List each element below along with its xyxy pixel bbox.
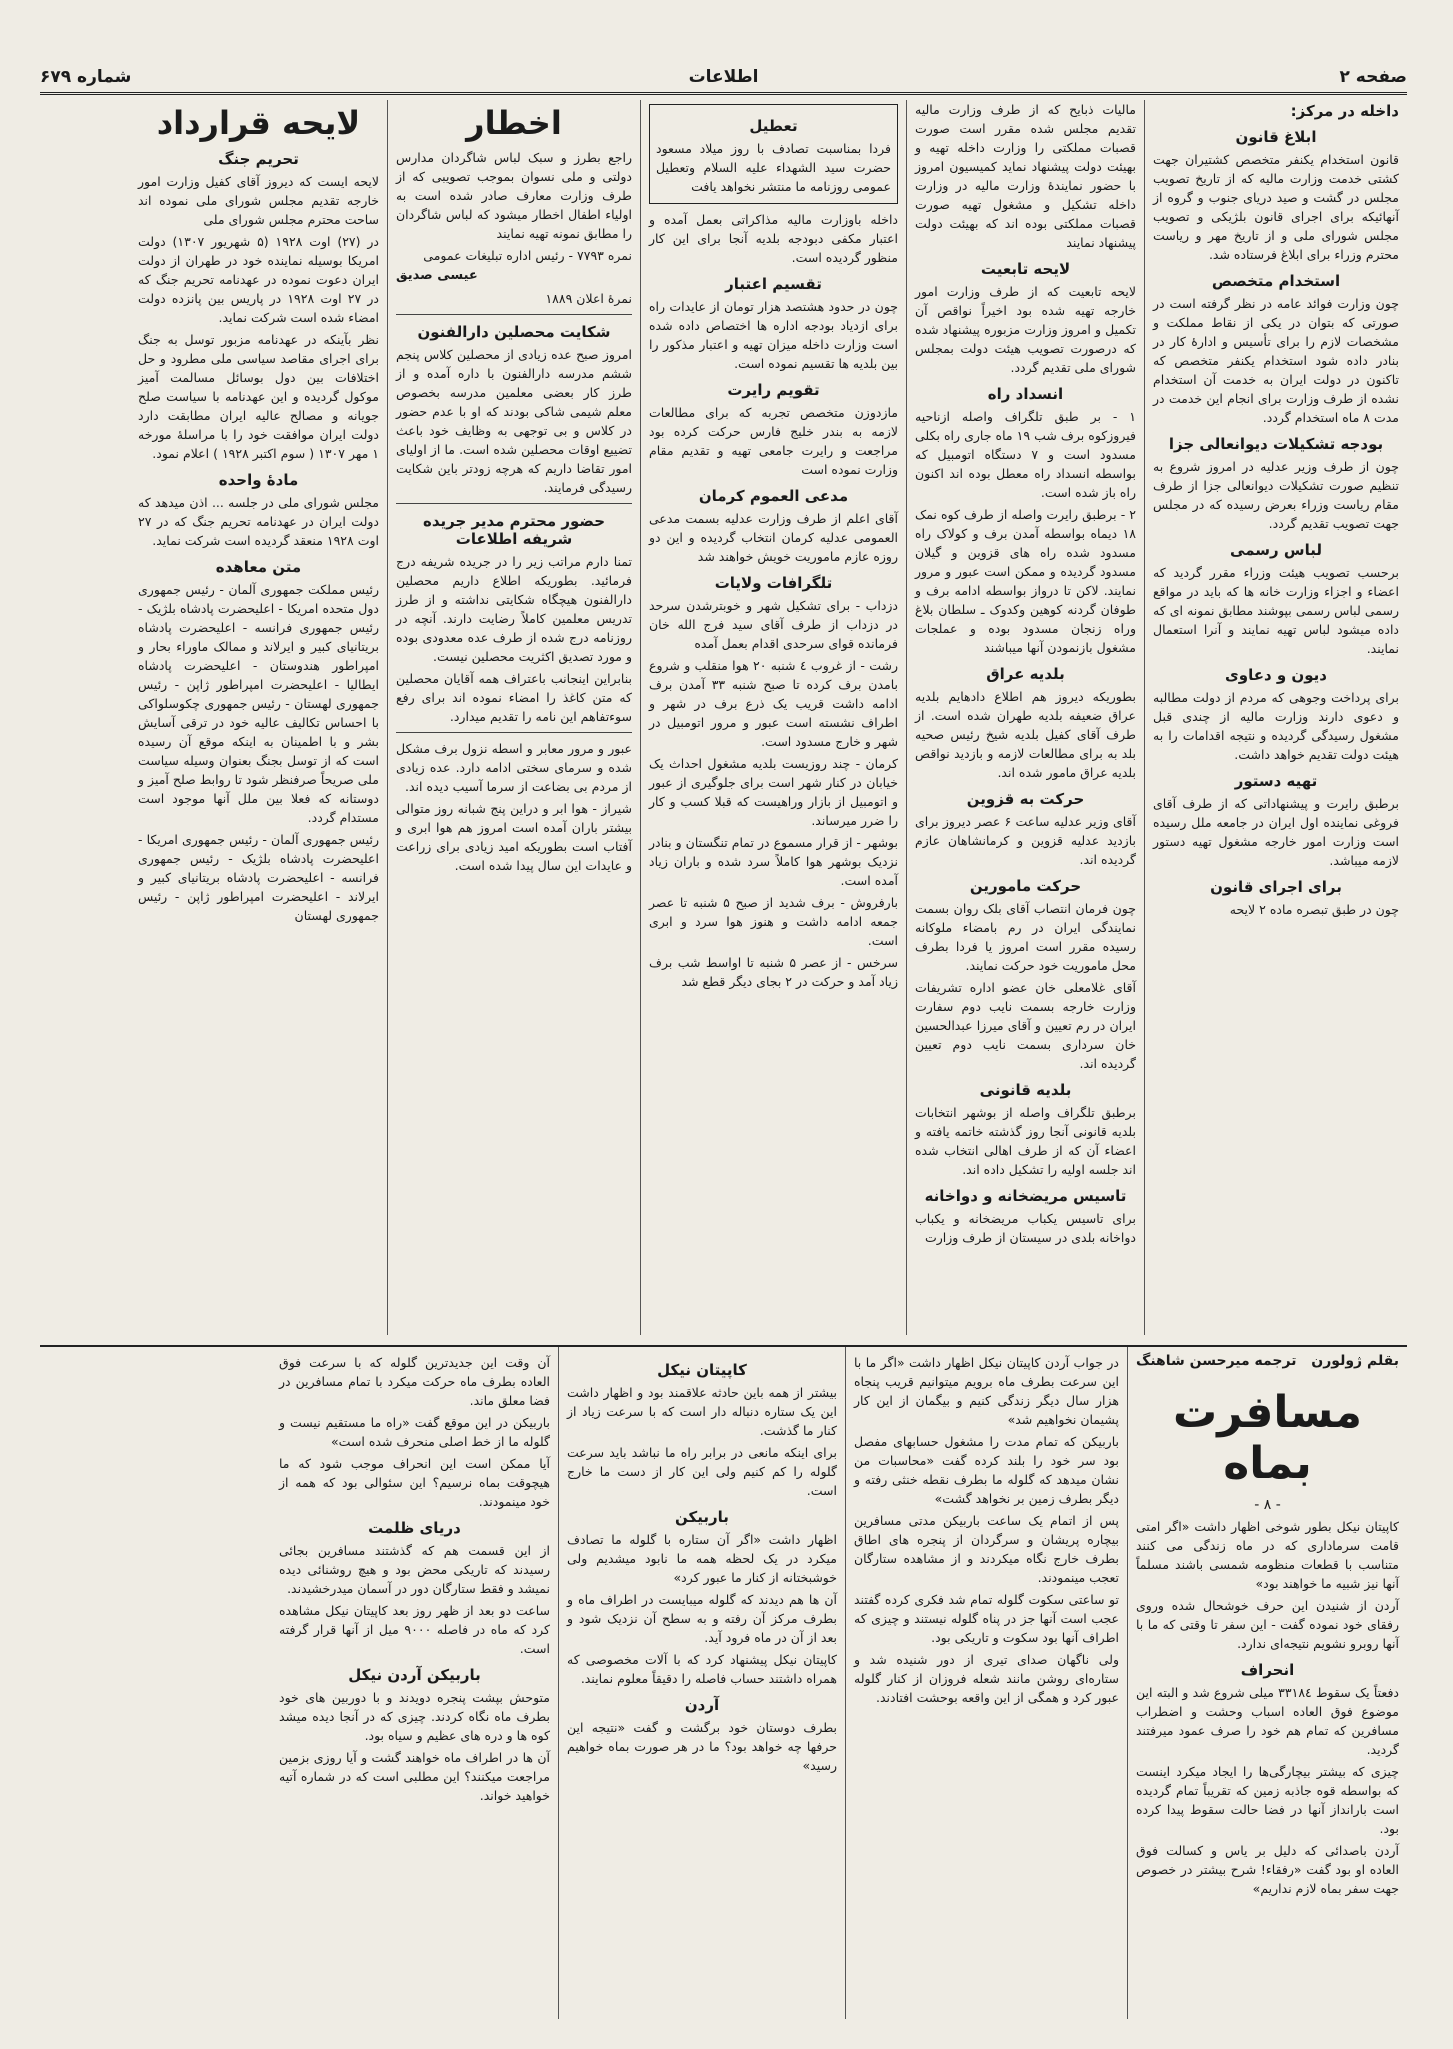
article-text: ۲ - برطبق رایرت واصله از طرف کوه نمک ۱۸ دیماه بواسطه آمدن برف و کولاک راه مسدود شده راه های قزوین و گیلان مسدود گردیده و ممکن است عبور و مرور نمایند. لاکن تا درواز بواسطه ادامه برف و طوفان گردنه کوهین وکدوک ـ سلطان بلاغ وراه زنجان مسدود بوده و عملجات مشغول بازنمودن آنها میباشند bbox=[915, 507, 1136, 655]
headline: مادهٔ واحده bbox=[218, 471, 299, 489]
article-text: متوحش بپشت پنجره دویدند و با دوربین های خود بطرف ماه نگاه کردند. چیزی که در آنجا دیده میشد کوه ها و دره های عظیم و سیاه بود. bbox=[279, 1690, 550, 1743]
column-notices bbox=[387, 100, 640, 1335]
article-text: لایحه تابعیت که از طرف وزارت امور خارجه تهیه شده بود اخیراً نواقص آن تکمیل و امروز وزارت مزبوره پیشنهاد شده که درصورت تصویب هیئت دولت بمجلس شورای ملی تقدیم گردد. bbox=[915, 284, 1136, 375]
column-treaty bbox=[130, 100, 387, 1335]
article-text: رئیس جمهوری آلمان - رئیس جمهوری امریکا - اعلیحضرت پادشاه بلژیک - رئیس جمهوری فرانسه - اعلیحضرت پادشاه بریتانیای کبیر و ایرلاند - اعلیحضرت امپراطور ژاپن - رئیس جمهوری لهستان bbox=[138, 832, 379, 923]
article-text: کاپیتان نیکل پیشنهاد کرد که با آلات مخصوصی که همراه داشتند حساب فاصله را دقیقاً معلوم نمایند. bbox=[567, 1652, 837, 1686]
headline: باربیکن آردن نیکل bbox=[348, 1666, 481, 1684]
headline: تلگرافات ولایات bbox=[714, 574, 833, 592]
issue-number: شماره ۶۷۹ bbox=[40, 67, 132, 87]
serial-column-4 bbox=[271, 1347, 558, 2019]
article-text: ساعت دو بعد از ظهر روز بعد کاپیتان نیکل مشاهده کرد که ماه در فاصله ۹۰۰۰ میل از آنها قرار گرفته است. bbox=[279, 1603, 551, 1656]
author: بقلم ژولورن bbox=[1311, 1353, 1399, 1369]
headline: تقویم رایرت bbox=[727, 381, 820, 399]
headline: لباس رسمی bbox=[1230, 541, 1322, 559]
article-text: اظهار داشت «اگر آن ستاره با گلوله ما تصادف میکرد در یک لحظه همه ما نابود میشدیم ولی خوشبختانه از کنار ما عبور کرد» bbox=[567, 1532, 837, 1585]
article-text: شیراز - هوا ابر و دراین پنج شبانه روز متوالی بیشتر باران آمده است امروز هم هوا ابری و آفتاب است بطوریکه امید زیادی برای زراعت و عایدات این سال پیدا شده است. bbox=[396, 801, 632, 873]
headline: تاسیس مریضخانه و دواخانه bbox=[924, 1187, 1127, 1205]
upper-section bbox=[40, 100, 1407, 1335]
article-text: برای پرداخت وجوهی که مردم از دولت مطالبه و دعوی دارند وزارت مالیه از چندی قبل مشغول رسیدگی گردیده و نتیجه اقدامات را به هیئت دولت تقدیم خواهد داشت. bbox=[1153, 690, 1399, 762]
headline: آردن bbox=[684, 1696, 720, 1714]
headline: برای اجرای قانون bbox=[1210, 878, 1342, 896]
article-text: در جواب آردن کاپیتان نیکل اظهار داشت «اگر ما با این سرعت بطرف ماه برویم میتوانیم قریب پنجاه هزار سال دیگر زندگی کنیم و بیگمان از این کار پشیمان نخواهیم شد» bbox=[854, 1355, 1119, 1427]
article-text: پس از اتمام یک ساعت باربیکن مدتی مسافرین بیچاره پریشان و سرگردان از پنجره های اطاق بطرف خارج نگاه میکردند و از مشاهده ستارگان تعجب مینمودند. bbox=[854, 1513, 1119, 1585]
article-text: سرخس - از عصر ۵ شنبه تا اواسط شب برف زیاد آمد و حرکت در ۲ بجای دیگر قطع شد bbox=[649, 955, 898, 989]
signature: عیسی صدیق bbox=[396, 268, 478, 283]
headline: لایحه تابعیت bbox=[980, 260, 1071, 278]
article-text: آن وقت این جدیدترین گلوله که با سرعت فوق العاده بطرف ماه حرکت میکرد با تمام مسافرین در فضا معلق ماند. bbox=[279, 1355, 550, 1408]
article-text: قانون استخدام یکنفر متخصص کشتیران جهت کشتی خدمت وزارت مالیه که از تاریخ تصویب مجلس در گشت و صید دریای جنوب و گروه از آنهائیکه برای اجرای قانون بلژیکی و تصویب مجلس شورای ملی و از تاریخ مهر و ریاست محترم وزراء برای ابلاغ فرستاده شد. bbox=[1153, 152, 1399, 262]
column-news-3 bbox=[640, 100, 906, 1335]
headline: بلدیه عراق bbox=[986, 665, 1065, 683]
article-text: ولی ناگهان صدای تیری از دور شنیده شد و ستاره‌ای روشن مانند شعله فروزان از کنار گلوله عبور کرد و همگی از این واقعه بوحشت افتادند. bbox=[854, 1652, 1119, 1705]
article-text: بطرف دوستان خود برگشت و گفت «نتیجه این حرفها چه خواهد بود؟ ما در هر صورت بماه خواهیم رسید» bbox=[567, 1720, 837, 1773]
article-text: در (۲۷) اوت ۱۹۲۸ (۵ شهریور ۱۳۰۷) دولت امریکا بوسیله نماینده خود در طهران از دولت ایران دعوت نموده در عهدنامه تحریم جنگ که در ۲۷ اوت ۱۹۲۸ در پاریس بین پانزده دولت امضاء شده است شرکت نماید. bbox=[138, 234, 379, 325]
article-text: عبور و مرور معابر و اسطه نزول برف مشکل شده و سرمای سختی ادامه دارد. عده زیادی از مردم بی بضاعت از سرما آسیب دیده اند. bbox=[396, 741, 632, 794]
article-text: دفعتاً یک سقوط ٣٣١٨٤ میلی شروع شد و البته این موضوع فوق العاده اسباب وحشت و اضطراب مسافرین که تمام هم خود را صرف عمود میرفتند گردید. bbox=[1136, 1685, 1399, 1757]
serial-column-2 bbox=[845, 1347, 1127, 2019]
divider bbox=[396, 314, 632, 315]
article-text: از این قسمت هم که گذشتند مسافرین بجائی رسیدند که تاریکی محض بود و هیچ روشنائی دیده نمیشد و فقط ستارگان دور در آسمان میدرخشیدند. bbox=[279, 1543, 550, 1596]
article-text: رئیس مملکت جمهوری آلمان - رئیس جمهوری دول متحده امریکا - اعلیحضرت پادشاه بلژیک - رئیس جمهوری فرانسه - اعلیحضرت پادشاه بریتانیای کبیر و ایرلاند و ممالک ماوراء بحار و امپراطور هندوستان - اعلیحضرت پادشاه ایطالیا - اعلیحضرت امپراطور ژاپن - رئیس جمهوری لهستان - رئیس جمهوری چکوسلواکی با احساس تکالیف عالیه خود در ترقی آسایش بشر و با اطمینان به اینکه موقع آن رسیده است که از توسل بجنگ بعنوان وسیله سیاست ملی صریحاً صرفنظر شود تا روابط صلح آمیز و دوستانه که فعلا بین ملل آنها موجود است مستدام گردد. bbox=[138, 582, 379, 825]
article-text: آردن باصدائی که دلیل بر یاس و کسالت فوق العاده او بود گفت «رفقاء! شرح بیشتر در خصوص جهت سفر بماه لازم نداریم» bbox=[1136, 1843, 1399, 1896]
article-text: دزداب - برای تشکیل شهر و خوبترشدن سرحد در دزداب از طرف آقای سید فرج الله خان فرمانده قوای سرحدی اقدام بعمل آمده bbox=[649, 598, 898, 651]
article-text: تو ساعتی سکوت گلوله تمام شد فکری کرده گفتند عجب است آنها جز در پناه گلوله نیستند و چیزی که اطراف آنها بود سکوت و تاریکی بود. bbox=[854, 1592, 1119, 1645]
notice-box bbox=[649, 104, 898, 204]
article-text: آقای اعلم از طرف وزارت عدلیه بسمت مدعی العمومی عدلیه کرمان انتخاب گردیده و این دو روزه عازم ماموریت خویش خواهند شد bbox=[649, 511, 898, 564]
article-text: برطبق رایرت و پیشنهاداتی که از طرف آقای فروغی نماینده اول ایران در جامعه ملل رسیده است وزارت امور خارجه مشغول تهیه دستور لازمه میباشد. bbox=[1153, 796, 1399, 868]
masthead bbox=[40, 64, 1407, 90]
headline: ابلاغ قانون bbox=[1235, 128, 1317, 146]
article-text: چون فرمان انتصاب آقای بلک روان بسمت نمایندگی ایران در رم بامضاء ملوکانه رسیده مقرر است امروز یا فردا بطرف محل ماموریت خود حرکت نمایند. bbox=[915, 901, 1136, 973]
headline: استخدام متخصص bbox=[1211, 272, 1341, 290]
headline: حرکت مامورین bbox=[969, 877, 1082, 895]
headline: مدعی العموم کرمان bbox=[698, 487, 849, 505]
headline: کاپیتان نیکل bbox=[657, 1361, 747, 1379]
article-text: داخله باوزارت مالیه مذاکراتی بعمل آمده و اعتبار مکفی دبودجه بلدیه آنجا برای این کار منظور گردیده است. bbox=[649, 212, 898, 265]
headline: تقسیم اعتبار bbox=[725, 275, 822, 293]
article-text: چون از طرف وزیر عدلیه در امروز شروع به تنظیم صورت تشکیلات دیوانعالی جزا از طرف مقام ریاست وزراء بعرض رسیده که در مجلس جهت تصویب تقدیم گردد. bbox=[1153, 459, 1399, 531]
byline bbox=[1136, 1353, 1399, 1369]
article-text: برای اینکه مانعی در برابر راه ما نباشد باید سرعت گلوله را کم کنیم ولی این کار از دست ما خارج است. bbox=[567, 1445, 837, 1498]
article-text: آقای غلامعلی خان عضو اداره تشریفات وزارت خارجه بسمت نایب دوم سفارت ایران در رم تعیین و آقای میرزا عبدالحسین خان سرداری بسمت نایب دوم تعیین گردیده اند. bbox=[915, 980, 1136, 1071]
article-text: برای تاسیس یکباب مریضخانه و یکباب دواخانه بلدی در سیستان از طرف وزارت bbox=[915, 1211, 1136, 1245]
column-domestic bbox=[1144, 100, 1407, 1335]
masthead-rule bbox=[40, 92, 1407, 95]
article-text: برحسب تصویب هیئت وزراء مقرر گردید که اعضاء و اجزاء وزارت خانه ها که باید در مواقع رسمی لباس رسمی بپوشند مطابق نمونه ای که داده میشود لباس تهیه نمایند و آنرا استعمال نمایند. bbox=[1153, 565, 1399, 656]
serial-title: مسافرت بماه bbox=[1173, 1387, 1362, 1489]
headline: باربیکن bbox=[675, 1508, 729, 1526]
article-text: برطبق تلگراف واصله از بوشهر انتخابات بلدیه قانونی آنجا روز گذشته خاتمه یافته و اعضاء آن که از طرف اهالی انتخاب شده اند جلسه اولیه را تشکیل داده اند. bbox=[915, 1105, 1136, 1177]
article-text: مالیات ذبایح که از طرف وزارت مالیه تقدیم مجلس شده مقرر است صورت قصبات مملکتی را وزارت داخله تهیه و بهیئت دولت پیشنهاد نماید کمیسیون امروز با حضور نمایندهٔ وزارت مالیه در وزارت داخله تشکیل و مشغول تهیه صورت قصبات مملکتی بوده اند که بهیئت دولت پیشنهاد نمایند bbox=[915, 102, 1136, 250]
headline: انسداد راه bbox=[987, 385, 1064, 403]
article-text: امروز صبح عده زیادی از محصلین کلاس پنجم ششم مدرسه دارالفنون با داره آمده و از طرز کار بعضی معلمین مدرسه بخصوص معلم شیمی شاکی بودند که او با عدم حضور در کلاس و بی توجهی به وظایف خود باعث تضییع اوقات محصلین شده است. ما از اولیای امور تقاضا داریم که هرچه زودتر باین شکایت رسیدگی فرمایند. bbox=[396, 347, 632, 495]
article-text: مازدوزن متخصص تجربه که برای مطالعات لازمه به بندر خلیج فارس حرکت کرده بود مراجعت و رایرت جامعی تهیه و تقدیم مقام وزارت نموده است bbox=[649, 405, 898, 477]
warning-title: اخطار bbox=[466, 104, 562, 142]
headline: دیون و دعاوی bbox=[1225, 666, 1327, 684]
divider bbox=[396, 732, 632, 733]
notice-number: نمره ۷۷۹۳ - رئیس اداره تبلیغات عمومی bbox=[423, 248, 632, 263]
article-text: باربیکن که تمام مدت را مشغول حسابهای مفصل بود سر خود را بلند کرده گفت «محاسبات من نشان میدهد که گلوله ما بطرف نقطه خنثی رفته و دیگر بطرف زمین بر نخواهد گشت» bbox=[854, 1434, 1119, 1506]
headline: بودجه تشکیلات دیوانعالی جزا bbox=[1168, 435, 1384, 453]
page-number: صفحه ۲ bbox=[1339, 67, 1407, 87]
article-text: بطوریکه دیروز هم اطلاع دادهایم بلدیه عراق ضعیفه بلدیه طهران شده است. از طرف آقای کفیل بلدیه شیخ رئیس صحیه بلد به برای مطالعات لازمه و بازدید نواقص بلدیه عراق مامور شده اند. bbox=[915, 689, 1136, 780]
article-text: راجع بطرز و سبک لباس شاگردان مدارس دولتی و ملی نسوان بموجب تصویبی که از طرف وزارت معارف صادر شده است به اولیاء اطفال اخطار میشود که لباس شاگردان را مطابق نمونه تهیه نمایند bbox=[396, 150, 632, 241]
column-news-2 bbox=[906, 100, 1144, 1335]
headline: تعطیل bbox=[749, 117, 798, 135]
article-text: آردن از شنیدن این حرف خوشحال شده وروی رفقای خود نموده گفت - این سفر تا وقتی که ما با آنها روبرو نشویم نتیجه‌ای ندارد. bbox=[1136, 1598, 1399, 1651]
paper-name: اطلاعات bbox=[688, 67, 759, 87]
article-text: چون وزارت فوائد عامه در نظر گرفته است در صورتی که بتوان در یکی از نقاط مملکت و مشخصات لازم را برای تأسیس و ادارهٔ کار در بنادر داده شود استخدام یکنفر متخصص که تاکنون در دولت ایران به خدمت آن استخدام نشده از طرف وزارت برای انجام این خدمت در مدت ۸ ماه استخدام گردد. bbox=[1153, 296, 1399, 425]
ad-number: نمرهٔ اعلان ۱۸۸۹ bbox=[545, 291, 632, 306]
divider bbox=[396, 503, 632, 504]
lower-serial-section bbox=[40, 1345, 1407, 2019]
article-text: نظر بآینکه در عهدنامه مزبور توسل به جنگ برای اجرای مقاصد سیاسی ملی مطرود و حل اختلافات بین دول بوسائل مسالمت آمیز موکول گردیده و این عهدنامه با سیاست صلح جویانه و مصالح عالیه ایران مطابقت دارد دولت ایران موافقت خود را با مراسلهٔ مورخه ۱ مهر ۱۳۰۷ ( سوم اکتبر ۱۹۲۸ ) اعلام نمود. bbox=[138, 332, 379, 461]
article-text: بیشتر از همه باین حادثه علاقمند بود و اظهار داشت این یک ستاره دنباله دار است که با سرعت زیاد از کنار ما گذشت. bbox=[567, 1385, 837, 1438]
article-text: آقای وزیر عدلیه ساعت ۶ عصر دیروز برای بازدید عدلیه قزوین و کرمانشاهان عازم گردیده اند. bbox=[915, 814, 1137, 867]
headline: تحریم جنگ bbox=[218, 150, 299, 168]
article-text: تمنا دارم مراتب زیر را در جریده شریفه درج فرمائید. بطوریکه اطلاع داریم محصلین دارالفنون هیچگاه شکایتی نداشته و از طرز تدریس معلمین کاملاً رضایت دارند. آنچه در روزنامه درج شده از طرف عده معدودی بوده و مورد تصدیق اکثریت محصلین نیست. bbox=[396, 554, 632, 664]
article-text: باربیکن در این موقع گفت «راه ما مستقیم نیست و گلوله ما از خط اصلی منحرف شده است» bbox=[279, 1415, 550, 1449]
headline: انحراف bbox=[1240, 1661, 1295, 1679]
article-text: آن ها هم دیدند که گلوله میبایست در اطراف ماه و بطرف مرکز آن رفته و به سطح آن نزدیک شود و بعد از آن در ماه فرود آید. bbox=[567, 1592, 837, 1645]
part-number: - ۸ - bbox=[1254, 1497, 1281, 1513]
section-title: داخله در مرکز: bbox=[1290, 102, 1399, 120]
headline: متن معاهده bbox=[215, 558, 302, 576]
headline: شکایت محصلین دارالفنون bbox=[417, 323, 611, 341]
headline: حضور محترم مدیر جریده شریفه اطلاعات bbox=[422, 512, 606, 548]
article-text: کاپیتان نیکل بطور شوخی اظهار داشت «اگر امتی قامت سرماداری که در ماه زندگی می کنند متناسب با قطعات منظومه شمسی باشند مسلماً آنها نیز شبیه ما خواهند بود» bbox=[1136, 1519, 1399, 1591]
article-text: رشت - از غروب ٤ شنبه ٢٠ هوا منقلب و شروع بامدن برف کرده تا صبح شنبه ٣٣ آمدن برف ادامه داشت قریب یک ذرع برف در شهر و اطراف نشسته است عبور و مرور اتومبیل در شهر و خارج مسدود است. bbox=[649, 658, 899, 749]
article-text: فردا بمناسبت تصادف با روز میلاد مسعود حضرت سید الشهداء علیه السلام وتعطیل عمومی روزنامه ما منتشر نخواهد یافت bbox=[656, 141, 891, 194]
treaty-title: لایحه قرارداد bbox=[156, 104, 361, 142]
article-text: بنابراین اینجانب باعتراف همه آقایان محصلین که متن کاغذ را امضاء نموده اند برای رفع سوءتفاهم این نامه را تقدیم میدارد. bbox=[396, 671, 632, 724]
headline: دریای ظلمت bbox=[368, 1519, 461, 1537]
serial-column-3 bbox=[558, 1347, 845, 2019]
translator: ترجمه میرحسن شاهنگ bbox=[1136, 1353, 1297, 1369]
headline: تهیه دستور bbox=[1234, 772, 1318, 790]
article-text: کرمان - چند روزیست بلدیه مشغول احداث یک خیابان در کنار شهر است برای جلوگیری از عبور و اتومبیل از بازار وراهیست که قبلا کسب و کار را ضرر میرساند. bbox=[649, 756, 898, 828]
article-text: لایحه ایست که دیروز آقای کفیل وزارت امور خارجه تقدیم مجلس شورای ملی نموده اند ساحت محترم مجلس شورای ملی bbox=[138, 174, 379, 227]
article-text: چون در حدود هشتصد هزار تومان از عایدات راه برای ازدیاد بودجه اداره ها اختصاص داده شده است وزارت داخله میزان تهیه و اعتبار مذکور را بین بلدیه ها تقسیم نموده است. bbox=[649, 299, 898, 371]
article-text: مجلس شورای ملی در جلسه ... اذن میدهد که دولت ایران در عهدنامه تحریم جنگ که در ۲۷ اوت ۱۹۲۸ منعقد گردیده است شرکت نماید. bbox=[138, 495, 379, 548]
article-text: چون در طبق تبصره ماده ۲ لایحه bbox=[1229, 902, 1399, 917]
serial-column-1 bbox=[1127, 1347, 1407, 2019]
article-text: چیزی که بیشتر بیچارگی‌ها را ایجاد میکرد اینست که بواسطه قوه جاذبه زمین که تقریباً تمام گردیده است بارانداز آنها در فضا حالت سقوط پیدا کرده بود. bbox=[1136, 1764, 1399, 1836]
article-text: آن ها در اطراف ماه خواهند گشت و آیا روزی بزمین مراجعت میکنند؟ این مطلبی است که در شماره آتیه خواهید خواند. bbox=[279, 1750, 550, 1803]
article-text: بارفروش - برف شدید از صبح ۵ شنبه تا عصر جمعه ادامه داشت و هنوز هوا سرد و ابری است. bbox=[649, 895, 899, 948]
headline: بلدیه قانونی bbox=[979, 1081, 1072, 1099]
article-text: ۱ - بر طبق تلگراف واصله ازناحیه فیروزکوه برف شب ۱۹ ماه جاری راه بکلی مسدود است و ۷ دستگاه اتومبیل که بواسطه انسداد راه معطل بوده اند اکنون راه باز شده است. bbox=[915, 409, 1136, 500]
article-text: آیا ممکن است این انحراف موجب شود که ما هیچوقت بماه نرسیم؟ این سئوالی بود که همه از خود مینمودند. bbox=[279, 1456, 550, 1509]
headline: حرکت به قزوین bbox=[966, 790, 1085, 808]
article-text: بوشهر - از قرار مسموع در تمام تنگستان و بنادر نزدیک بوشهر هوا کاملاً سرد شده و باران زیاد آمده است. bbox=[649, 835, 898, 888]
